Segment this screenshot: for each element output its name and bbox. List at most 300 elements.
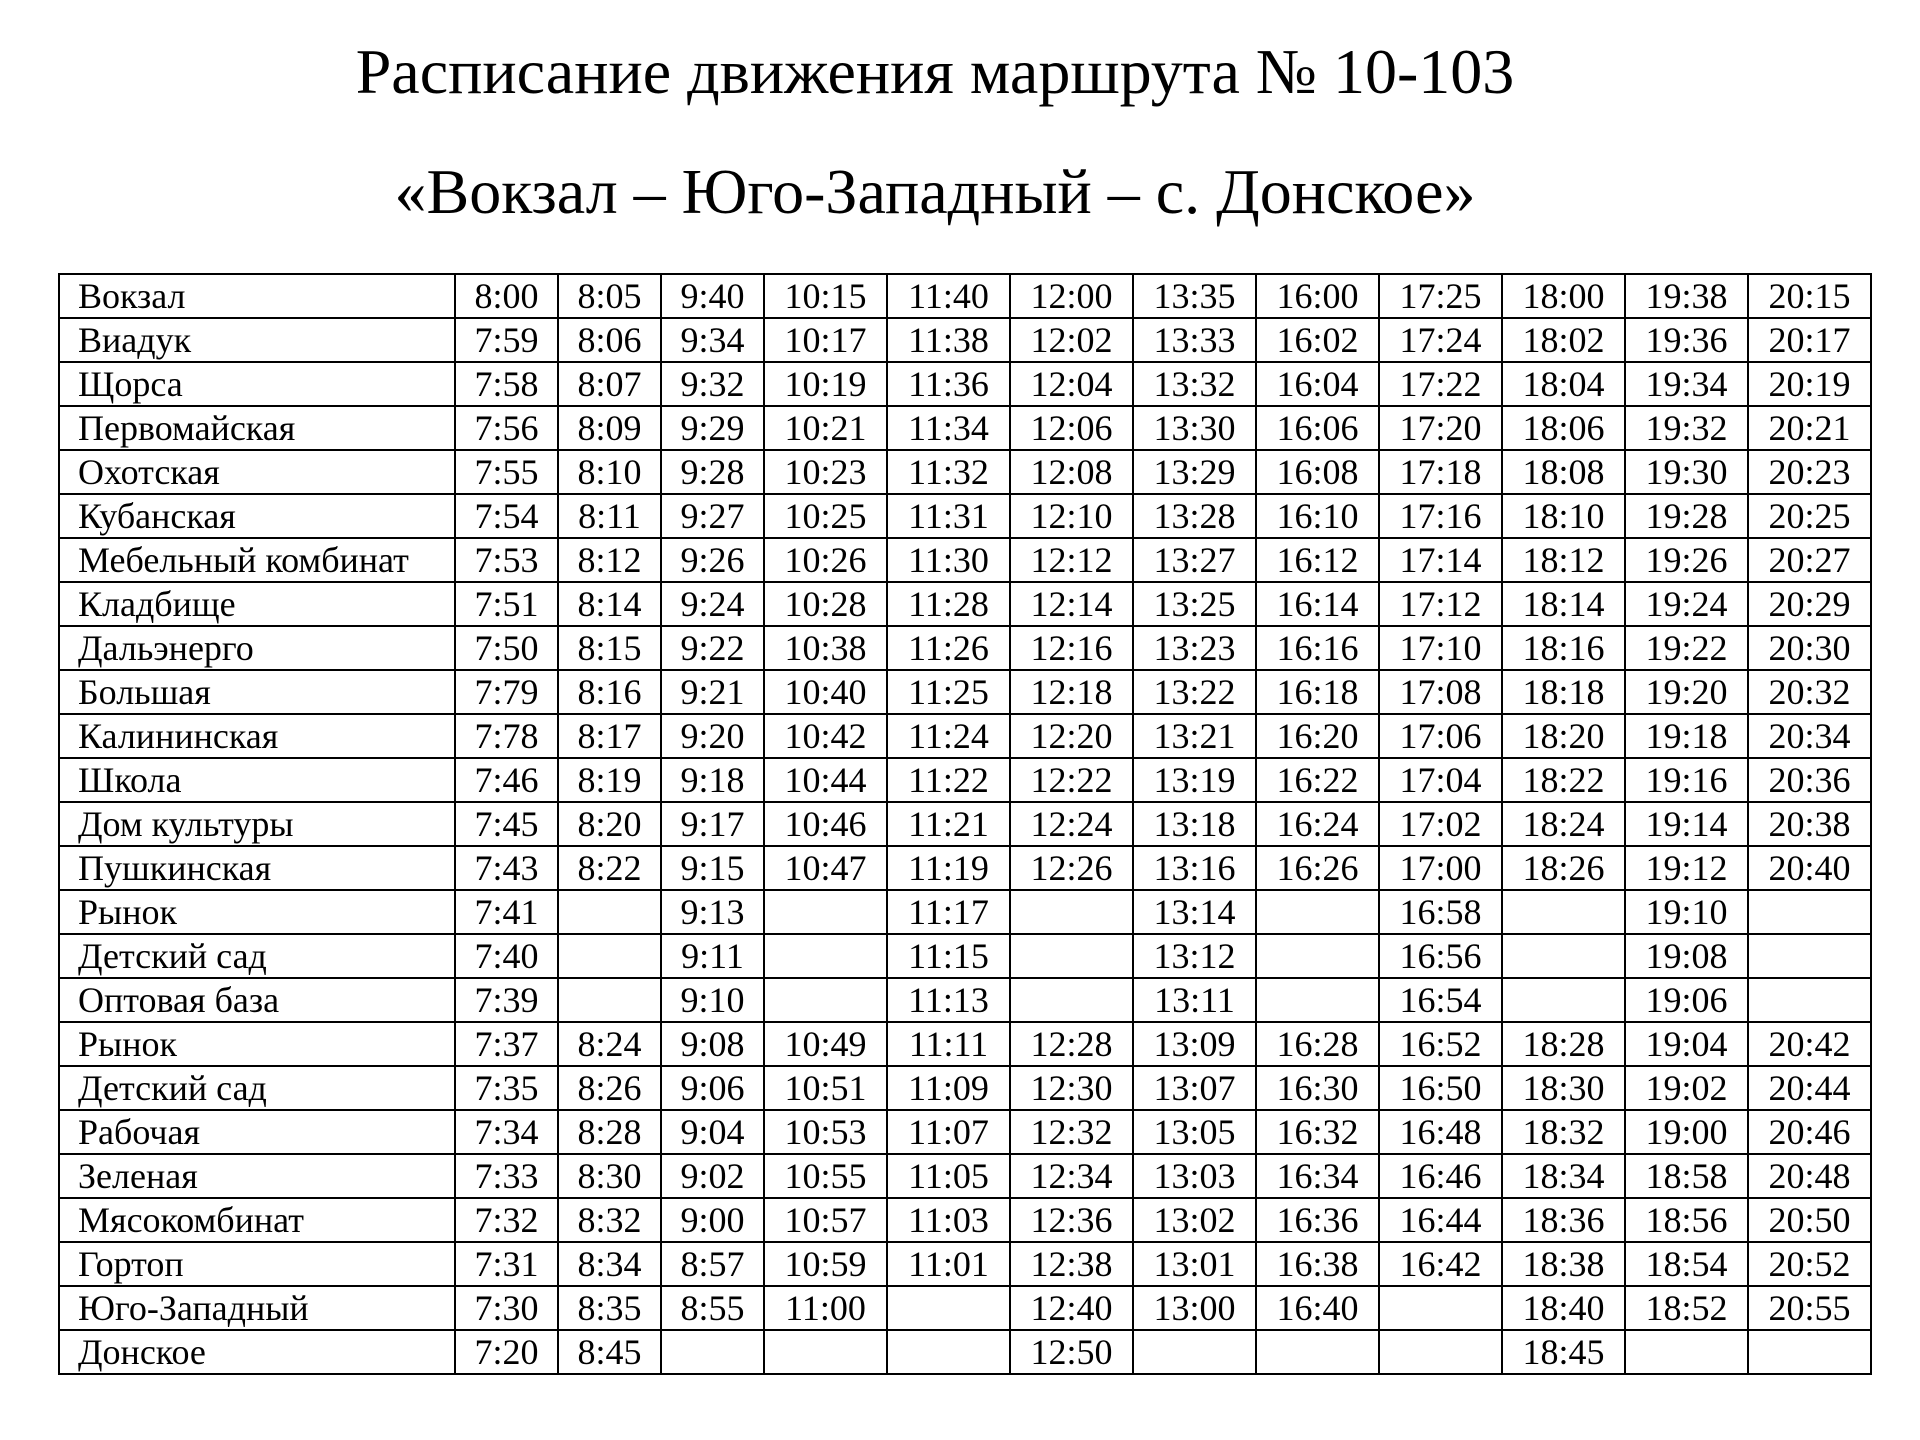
departure-time-cell: 20:36 xyxy=(1748,758,1871,802)
stop-name-cell: Рынок xyxy=(59,1022,455,1066)
departure-time-cell: 20:25 xyxy=(1748,494,1871,538)
departure-time-cell: 16:40 xyxy=(1256,1286,1379,1330)
stop-name-cell: Детский сад xyxy=(59,1066,455,1110)
departure-time-cell: 18:18 xyxy=(1502,670,1625,714)
stop-name-cell: Донское xyxy=(59,1330,455,1374)
departure-time-cell: 12:38 xyxy=(1010,1242,1133,1286)
departure-time-cell xyxy=(1502,934,1625,978)
departure-time-cell: 7:55 xyxy=(455,450,558,494)
departure-time-cell: 11:11 xyxy=(887,1022,1010,1066)
departure-time-cell: 13:23 xyxy=(1133,626,1256,670)
departure-time-cell: 12:40 xyxy=(1010,1286,1133,1330)
departure-time-cell: 11:32 xyxy=(887,450,1010,494)
departure-time-cell xyxy=(1010,934,1133,978)
departure-time-cell: 16:52 xyxy=(1379,1022,1502,1066)
table-row xyxy=(59,406,1871,450)
departure-time-cell: 20:55 xyxy=(1748,1286,1871,1330)
route-subtitle: «Вокзал – Юго-Западный – с. Донское» xyxy=(394,156,1476,227)
departure-time-cell: 10:53 xyxy=(764,1110,887,1154)
departure-time-cell: 9:18 xyxy=(661,758,764,802)
departure-time-cell: 17:25 xyxy=(1379,274,1502,318)
departure-time-cell: 20:17 xyxy=(1748,318,1871,362)
departure-time-cell: 7:54 xyxy=(455,494,558,538)
departure-time-cell: 20:32 xyxy=(1748,670,1871,714)
departure-time-cell: 18:30 xyxy=(1502,1066,1625,1110)
departure-time-cell xyxy=(1256,890,1379,934)
departure-time-cell: 8:30 xyxy=(558,1154,661,1198)
departure-time-cell: 20:52 xyxy=(1748,1242,1871,1286)
departure-time-cell: 12:24 xyxy=(1010,802,1133,846)
stop-name-cell: Оптовая база xyxy=(59,978,455,1022)
departure-time-cell: 18:34 xyxy=(1502,1154,1625,1198)
departure-time-cell: 20:29 xyxy=(1748,582,1871,626)
table-row xyxy=(59,362,1871,406)
departure-time-cell: 13:27 xyxy=(1133,538,1256,582)
departure-time-cell xyxy=(558,934,661,978)
departure-time-cell: 18:52 xyxy=(1625,1286,1748,1330)
stop-name-cell: Рабочая xyxy=(59,1110,455,1154)
departure-time-cell: 11:13 xyxy=(887,978,1010,1022)
departure-time-cell: 18:32 xyxy=(1502,1110,1625,1154)
table-row xyxy=(59,582,1871,626)
departure-time-cell: 12:22 xyxy=(1010,758,1133,802)
departure-time-cell: 13:18 xyxy=(1133,802,1256,846)
departure-time-cell: 11:24 xyxy=(887,714,1010,758)
departure-time-cell: 10:17 xyxy=(764,318,887,362)
departure-time-cell: 16:34 xyxy=(1256,1154,1379,1198)
departure-time-cell: 19:36 xyxy=(1625,318,1748,362)
departure-time-cell: 7:31 xyxy=(455,1242,558,1286)
departure-time-cell: 20:15 xyxy=(1748,274,1871,318)
departure-time-cell: 11:15 xyxy=(887,934,1010,978)
departure-time-cell: 19:22 xyxy=(1625,626,1748,670)
departure-time-cell: 17:14 xyxy=(1379,538,1502,582)
departure-time-cell: 19:10 xyxy=(1625,890,1748,934)
departure-time-cell: 13:33 xyxy=(1133,318,1256,362)
table-row xyxy=(59,1110,1871,1154)
departure-time-cell: 18:16 xyxy=(1502,626,1625,670)
departure-time-cell: 12:36 xyxy=(1010,1198,1133,1242)
departure-time-cell: 12:08 xyxy=(1010,450,1133,494)
departure-time-cell: 13:02 xyxy=(1133,1198,1256,1242)
departure-time-cell: 18:45 xyxy=(1502,1330,1625,1374)
departure-time-cell: 9:24 xyxy=(661,582,764,626)
table-row xyxy=(59,538,1871,582)
departure-time-cell: 17:04 xyxy=(1379,758,1502,802)
table-row xyxy=(59,714,1871,758)
table-row xyxy=(59,890,1871,934)
departure-time-cell xyxy=(1256,934,1379,978)
departure-time-cell: 13:05 xyxy=(1133,1110,1256,1154)
departure-time-cell: 13:29 xyxy=(1133,450,1256,494)
departure-time-cell: 8:35 xyxy=(558,1286,661,1330)
departure-time-cell: 19:12 xyxy=(1625,846,1748,890)
departure-time-cell: 12:26 xyxy=(1010,846,1133,890)
departure-time-cell: 8:22 xyxy=(558,846,661,890)
departure-time-cell: 18:02 xyxy=(1502,318,1625,362)
departure-time-cell: 18:24 xyxy=(1502,802,1625,846)
departure-time-cell: 17:24 xyxy=(1379,318,1502,362)
departure-time-cell: 10:44 xyxy=(764,758,887,802)
departure-time-cell: 16:26 xyxy=(1256,846,1379,890)
departure-time-cell: 9:40 xyxy=(661,274,764,318)
departure-time-cell xyxy=(764,1330,887,1374)
departure-time-cell: 16:54 xyxy=(1379,978,1502,1022)
departure-time-cell xyxy=(1133,1330,1256,1374)
table-row xyxy=(59,1022,1871,1066)
stop-name-cell: Мебельный комбинат xyxy=(59,538,455,582)
departure-time-cell: 19:34 xyxy=(1625,362,1748,406)
departure-time-cell: 19:08 xyxy=(1625,934,1748,978)
departure-time-cell: 8:55 xyxy=(661,1286,764,1330)
departure-time-cell: 19:02 xyxy=(1625,1066,1748,1110)
departure-time-cell xyxy=(764,934,887,978)
table-row xyxy=(59,978,1871,1022)
stop-name-cell: Дальэнерго xyxy=(59,626,455,670)
departure-time-cell xyxy=(1256,978,1379,1022)
departure-time-cell: 9:04 xyxy=(661,1110,764,1154)
departure-time-cell: 16:24 xyxy=(1256,802,1379,846)
departure-time-cell: 18:08 xyxy=(1502,450,1625,494)
departure-time-cell xyxy=(1748,890,1871,934)
stop-name-cell: Щорса xyxy=(59,362,455,406)
departure-time-cell: 19:18 xyxy=(1625,714,1748,758)
departure-time-cell: 9:02 xyxy=(661,1154,764,1198)
stop-name-cell: Мясокомбинат xyxy=(59,1198,455,1242)
departure-time-cell: 8:07 xyxy=(558,362,661,406)
departure-time-cell: 12:00 xyxy=(1010,274,1133,318)
departure-time-cell: 17:20 xyxy=(1379,406,1502,450)
table-row xyxy=(59,318,1871,362)
departure-time-cell: 20:50 xyxy=(1748,1198,1871,1242)
departure-time-cell: 16:16 xyxy=(1256,626,1379,670)
departure-time-cell: 11:28 xyxy=(887,582,1010,626)
table-row xyxy=(59,274,1871,318)
departure-time-cell: 16:58 xyxy=(1379,890,1502,934)
departure-time-cell xyxy=(1748,934,1871,978)
departure-time-cell: 8:20 xyxy=(558,802,661,846)
departure-time-cell: 7:43 xyxy=(455,846,558,890)
departure-time-cell: 16:50 xyxy=(1379,1066,1502,1110)
departure-time-cell: 10:47 xyxy=(764,846,887,890)
departure-time-cell: 11:31 xyxy=(887,494,1010,538)
stop-name-cell: Рынок xyxy=(59,890,455,934)
departure-time-cell xyxy=(661,1330,764,1374)
departure-time-cell xyxy=(887,1286,1010,1330)
departure-time-cell: 19:00 xyxy=(1625,1110,1748,1154)
departure-time-cell: 7:35 xyxy=(455,1066,558,1110)
departure-time-cell: 16:10 xyxy=(1256,494,1379,538)
departure-time-cell: 12:16 xyxy=(1010,626,1133,670)
departure-time-cell: 16:32 xyxy=(1256,1110,1379,1154)
departure-time-cell: 9:34 xyxy=(661,318,764,362)
departure-time-cell: 13:09 xyxy=(1133,1022,1256,1066)
departure-time-cell: 11:00 xyxy=(764,1286,887,1330)
departure-time-cell: 18:36 xyxy=(1502,1198,1625,1242)
departure-time-cell: 12:32 xyxy=(1010,1110,1133,1154)
departure-time-cell: 16:18 xyxy=(1256,670,1379,714)
departure-time-cell: 11:17 xyxy=(887,890,1010,934)
departure-time-cell xyxy=(764,978,887,1022)
departure-time-cell: 12:12 xyxy=(1010,538,1133,582)
departure-time-cell: 9:06 xyxy=(661,1066,764,1110)
departure-time-cell: 19:16 xyxy=(1625,758,1748,802)
stop-name-cell: Гортоп xyxy=(59,1242,455,1286)
departure-time-cell: 19:38 xyxy=(1625,274,1748,318)
departure-time-cell: 12:06 xyxy=(1010,406,1133,450)
departure-time-cell: 9:21 xyxy=(661,670,764,714)
page-title: Расписание движения маршрута № 10-103 xyxy=(355,36,1515,107)
departure-time-cell xyxy=(1379,1286,1502,1330)
departure-time-cell: 13:25 xyxy=(1133,582,1256,626)
departure-time-cell: 9:11 xyxy=(661,934,764,978)
departure-time-cell: 9:20 xyxy=(661,714,764,758)
departure-time-cell: 9:08 xyxy=(661,1022,764,1066)
departure-time-cell: 11:26 xyxy=(887,626,1010,670)
departure-time-cell: 12:04 xyxy=(1010,362,1133,406)
departure-time-cell: 9:00 xyxy=(661,1198,764,1242)
departure-time-cell: 16:20 xyxy=(1256,714,1379,758)
departure-time-cell: 7:53 xyxy=(455,538,558,582)
table-row xyxy=(59,934,1871,978)
departure-time-cell: 11:34 xyxy=(887,406,1010,450)
departure-time-cell: 18:10 xyxy=(1502,494,1625,538)
departure-time-cell xyxy=(558,978,661,1022)
departure-time-cell: 18:04 xyxy=(1502,362,1625,406)
departure-time-cell: 11:22 xyxy=(887,758,1010,802)
departure-time-cell: 18:00 xyxy=(1502,274,1625,318)
departure-time-cell: 8:09 xyxy=(558,406,661,450)
table-row xyxy=(59,1242,1871,1286)
stop-name-cell: Кладбище xyxy=(59,582,455,626)
stop-name-cell: Юго-Западный xyxy=(59,1286,455,1330)
departure-time-cell: 10:23 xyxy=(764,450,887,494)
departure-time-cell: 16:04 xyxy=(1256,362,1379,406)
departure-time-cell: 18:14 xyxy=(1502,582,1625,626)
departure-time-cell: 13:22 xyxy=(1133,670,1256,714)
departure-time-cell: 12:02 xyxy=(1010,318,1133,362)
departure-time-cell: 16:22 xyxy=(1256,758,1379,802)
departure-time-cell: 11:05 xyxy=(887,1154,1010,1198)
departure-time-cell: 11:40 xyxy=(887,274,1010,318)
departure-time-cell: 19:20 xyxy=(1625,670,1748,714)
departure-time-cell: 9:17 xyxy=(661,802,764,846)
table-row xyxy=(59,1198,1871,1242)
departure-time-cell: 18:06 xyxy=(1502,406,1625,450)
table-row xyxy=(59,1330,1871,1374)
departure-time-cell: 8:06 xyxy=(558,318,661,362)
departure-time-cell: 13:28 xyxy=(1133,494,1256,538)
departure-time-cell xyxy=(1010,890,1133,934)
departure-time-cell: 19:32 xyxy=(1625,406,1748,450)
departure-time-cell xyxy=(1502,890,1625,934)
departure-time-cell: 17:08 xyxy=(1379,670,1502,714)
stop-name-cell: Дом культуры xyxy=(59,802,455,846)
departure-time-cell: 16:36 xyxy=(1256,1198,1379,1242)
departure-time-cell: 19:26 xyxy=(1625,538,1748,582)
departure-time-cell: 7:79 xyxy=(455,670,558,714)
departure-time-cell: 8:28 xyxy=(558,1110,661,1154)
departure-time-cell: 18:38 xyxy=(1502,1242,1625,1286)
departure-time-cell: 16:56 xyxy=(1379,934,1502,978)
table-row xyxy=(59,758,1871,802)
departure-time-cell: 10:42 xyxy=(764,714,887,758)
stop-name-cell: Виадук xyxy=(59,318,455,362)
departure-time-cell: 10:21 xyxy=(764,406,887,450)
departure-time-cell: 13:16 xyxy=(1133,846,1256,890)
departure-time-cell: 16:06 xyxy=(1256,406,1379,450)
departure-time-cell: 18:54 xyxy=(1625,1242,1748,1286)
departure-time-cell: 12:10 xyxy=(1010,494,1133,538)
departure-time-cell: 18:20 xyxy=(1502,714,1625,758)
departure-time-cell: 10:19 xyxy=(764,362,887,406)
stop-name-cell: Кубанская xyxy=(59,494,455,538)
table-row xyxy=(59,494,1871,538)
departure-time-cell: 13:11 xyxy=(1133,978,1256,1022)
departure-time-cell: 18:26 xyxy=(1502,846,1625,890)
departure-time-cell: 7:59 xyxy=(455,318,558,362)
table-row xyxy=(59,450,1871,494)
departure-time-cell: 11:01 xyxy=(887,1242,1010,1286)
departure-time-cell: 8:12 xyxy=(558,538,661,582)
departure-time-cell: 7:45 xyxy=(455,802,558,846)
departure-time-cell: 16:42 xyxy=(1379,1242,1502,1286)
departure-time-cell: 12:14 xyxy=(1010,582,1133,626)
departure-time-cell: 8:57 xyxy=(661,1242,764,1286)
departure-time-cell: 7:56 xyxy=(455,406,558,450)
departure-time-cell xyxy=(1502,978,1625,1022)
departure-time-cell: 13:14 xyxy=(1133,890,1256,934)
departure-time-cell: 8:17 xyxy=(558,714,661,758)
departure-time-cell: 16:30 xyxy=(1256,1066,1379,1110)
departure-time-cell: 9:22 xyxy=(661,626,764,670)
departure-time-cell: 16:14 xyxy=(1256,582,1379,626)
departure-time-cell: 16:08 xyxy=(1256,450,1379,494)
table-row xyxy=(59,1154,1871,1198)
departure-time-cell xyxy=(558,890,661,934)
stop-name-cell: Школа xyxy=(59,758,455,802)
departure-time-cell: 12:20 xyxy=(1010,714,1133,758)
stop-name-cell: Охотская xyxy=(59,450,455,494)
departure-time-cell: 20:48 xyxy=(1748,1154,1871,1198)
departure-time-cell: 16:00 xyxy=(1256,274,1379,318)
departure-time-cell: 8:32 xyxy=(558,1198,661,1242)
departure-time-cell: 7:58 xyxy=(455,362,558,406)
departure-time-cell: 20:40 xyxy=(1748,846,1871,890)
departure-time-cell: 19:14 xyxy=(1625,802,1748,846)
departure-time-cell: 13:01 xyxy=(1133,1242,1256,1286)
departure-time-cell: 8:26 xyxy=(558,1066,661,1110)
departure-time-cell xyxy=(1256,1330,1379,1374)
departure-time-cell: 19:06 xyxy=(1625,978,1748,1022)
departure-time-cell: 9:26 xyxy=(661,538,764,582)
departure-time-cell: 9:29 xyxy=(661,406,764,450)
departure-time-cell: 19:28 xyxy=(1625,494,1748,538)
departure-time-cell: 12:50 xyxy=(1010,1330,1133,1374)
departure-time-cell: 7:37 xyxy=(455,1022,558,1066)
departure-time-cell: 17:10 xyxy=(1379,626,1502,670)
departure-time-cell: 8:24 xyxy=(558,1022,661,1066)
departure-time-cell: 8:05 xyxy=(558,274,661,318)
departure-time-cell: 11:21 xyxy=(887,802,1010,846)
departure-time-cell xyxy=(1625,1330,1748,1374)
departure-time-cell: 7:78 xyxy=(455,714,558,758)
departure-time-cell: 10:59 xyxy=(764,1242,887,1286)
departure-time-cell: 20:27 xyxy=(1748,538,1871,582)
departure-time-cell: 19:04 xyxy=(1625,1022,1748,1066)
departure-time-cell: 13:07 xyxy=(1133,1066,1256,1110)
departure-time-cell: 20:42 xyxy=(1748,1022,1871,1066)
departure-time-cell: 7:34 xyxy=(455,1110,558,1154)
departure-time-cell: 11:09 xyxy=(887,1066,1010,1110)
departure-time-cell: 18:12 xyxy=(1502,538,1625,582)
departure-time-cell: 10:46 xyxy=(764,802,887,846)
stop-name-cell: Зеленая xyxy=(59,1154,455,1198)
table-row xyxy=(59,846,1871,890)
departure-time-cell: 9:15 xyxy=(661,846,764,890)
departure-time-cell: 16:44 xyxy=(1379,1198,1502,1242)
stop-name-cell: Большая xyxy=(59,670,455,714)
departure-time-cell: 16:46 xyxy=(1379,1154,1502,1198)
departure-time-cell: 12:34 xyxy=(1010,1154,1133,1198)
departure-time-cell: 16:48 xyxy=(1379,1110,1502,1154)
departure-time-cell: 9:13 xyxy=(661,890,764,934)
departure-time-cell: 16:38 xyxy=(1256,1242,1379,1286)
departure-time-cell: 8:34 xyxy=(558,1242,661,1286)
departure-time-cell: 7:32 xyxy=(455,1198,558,1242)
stop-name-cell: Детский сад xyxy=(59,934,455,978)
departure-time-cell: 10:26 xyxy=(764,538,887,582)
departure-time-cell: 7:51 xyxy=(455,582,558,626)
table-row xyxy=(59,1286,1871,1330)
departure-time-cell: 10:40 xyxy=(764,670,887,714)
departure-time-cell: 7:41 xyxy=(455,890,558,934)
departure-time-cell xyxy=(1010,978,1133,1022)
departure-time-cell xyxy=(764,890,887,934)
departure-time-cell: 20:23 xyxy=(1748,450,1871,494)
departure-time-cell: 11:07 xyxy=(887,1110,1010,1154)
departure-time-cell: 8:16 xyxy=(558,670,661,714)
departure-time-cell xyxy=(1748,978,1871,1022)
departure-time-cell: 9:32 xyxy=(661,362,764,406)
departure-time-cell: 20:21 xyxy=(1748,406,1871,450)
departure-time-cell: 12:28 xyxy=(1010,1022,1133,1066)
stop-name-cell: Пушкинская xyxy=(59,846,455,890)
departure-time-cell: 12:30 xyxy=(1010,1066,1133,1110)
departure-time-cell: 19:30 xyxy=(1625,450,1748,494)
departure-time-cell: 13:19 xyxy=(1133,758,1256,802)
departure-time-cell: 16:12 xyxy=(1256,538,1379,582)
departure-time-cell: 20:38 xyxy=(1748,802,1871,846)
schedule-body xyxy=(59,274,1871,1374)
departure-time-cell: 10:25 xyxy=(764,494,887,538)
departure-time-cell: 10:57 xyxy=(764,1198,887,1242)
departure-time-cell: 8:14 xyxy=(558,582,661,626)
departure-time-cell: 8:45 xyxy=(558,1330,661,1374)
departure-time-cell: 13:30 xyxy=(1133,406,1256,450)
departure-time-cell: 17:18 xyxy=(1379,450,1502,494)
departure-time-cell: 10:55 xyxy=(764,1154,887,1198)
departure-time-cell: 13:03 xyxy=(1133,1154,1256,1198)
departure-time-cell: 8:11 xyxy=(558,494,661,538)
departure-time-cell: 19:24 xyxy=(1625,582,1748,626)
table-row xyxy=(59,670,1871,714)
departure-time-cell: 20:19 xyxy=(1748,362,1871,406)
departure-time-cell: 17:02 xyxy=(1379,802,1502,846)
departure-time-cell: 11:03 xyxy=(887,1198,1010,1242)
stop-name-cell: Вокзал xyxy=(59,274,455,318)
departure-time-cell: 11:36 xyxy=(887,362,1010,406)
